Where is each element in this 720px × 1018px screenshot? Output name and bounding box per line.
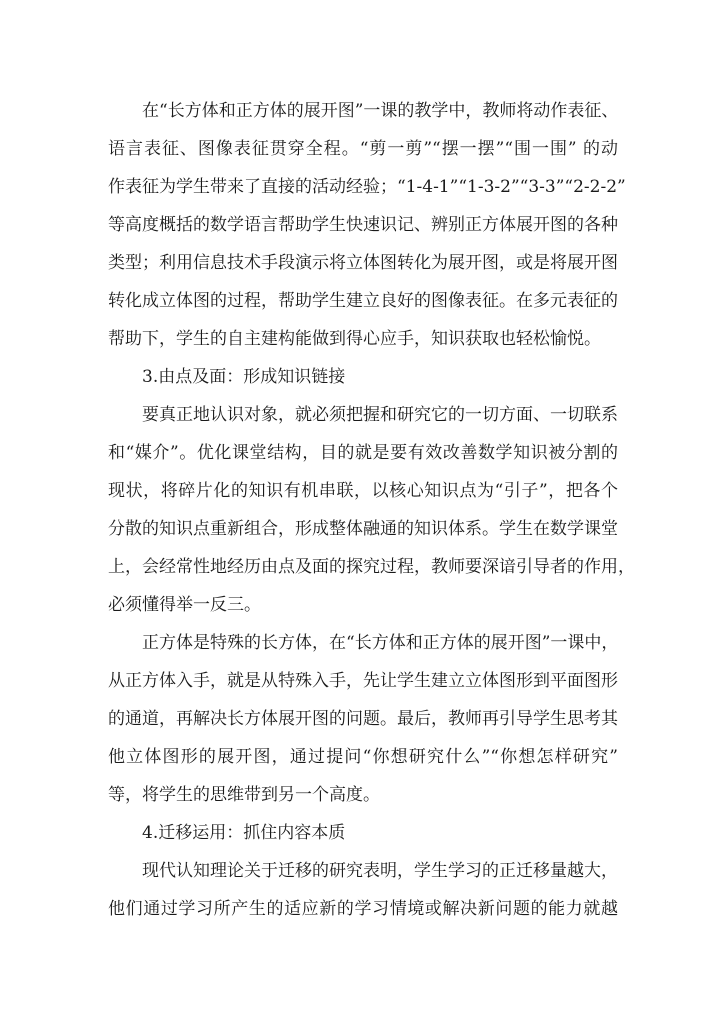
text-line: 分散的知识点重新组合，形成整体融通的知识体系。学生在数学课堂	[108, 519, 618, 539]
text-line: 作表征为学生带来了直接的活动经验；“1-4-1”“1-3-2”“3-3”“2-2-2”	[108, 177, 626, 197]
text-line: 和“媒介”。优化课堂结构，目的就是要有效改善数学知识被分割的	[108, 443, 618, 463]
text-line: 他立体图形的展开图，通过提问“你想研究什么”“你想怎样研究”	[108, 747, 618, 767]
paragraph	[108, 852, 618, 928]
text-line: 他们通过学习所产生的适应新的学习情境或解决新问题的能力就越	[108, 899, 618, 919]
text-line: 帮助下，学生的自主建构能做到得心应手，知识获取也轻松愉悦。	[108, 329, 601, 349]
document-page	[108, 92, 635, 928]
text-line: 正方体是特殊的长方体，在“长方体和正方体的展开图”一课中，	[142, 633, 619, 653]
text-line: 现状，将碎片化的知识有机串联，以核心知识点为“引子”，把各个	[108, 481, 618, 501]
text-line: 转化成立体图的过程，帮助学生建立良好的图像表征。在多元表征的	[108, 291, 618, 311]
text-line: 上，会经常性地经历由点及面的探究过程，教师要深谙引导者的作用，	[108, 557, 635, 577]
text-line: 从正方体入手，就是从特殊入手，先让学生建立立体图形到平面图形	[108, 671, 618, 691]
text-line: 的通道，再解决长方体展开图的问题。最后，教师再引导学生思考其	[108, 709, 618, 729]
text-line: 要真正地认识对象，就必须把握和研究它的一切方面、一切联系	[142, 405, 618, 425]
text-line: 在“长方体和正方体的展开图”一课的教学中，教师将动作表征、	[142, 101, 619, 121]
text-line: 类型；利用信息技术手段演示将立体图转化为展开图，或是将展开图	[108, 253, 618, 273]
paragraph	[108, 396, 635, 624]
text-line: 必须懂得举一反三。	[108, 595, 261, 615]
section-heading: 3.由点及面：形成知识链接	[142, 367, 346, 387]
text-line: 现代认知理论关于迁移的研究表明，学生学习的正迁移量越大，	[142, 861, 618, 881]
paragraph	[108, 624, 618, 814]
text-line: 语言表征、图像表征贯穿全程。“剪一剪”“摆一摆”“围一围” 的动	[108, 139, 618, 159]
section-heading: 4.迁移运用：抓住内容本质	[142, 823, 346, 843]
text-line: 等，将学生的思维带到另一个高度。	[108, 785, 380, 805]
text-line: 等高度概括的数学语言帮助学生快速识记、辨别正方体展开图的各种	[108, 215, 618, 235]
paragraph	[108, 92, 626, 358]
